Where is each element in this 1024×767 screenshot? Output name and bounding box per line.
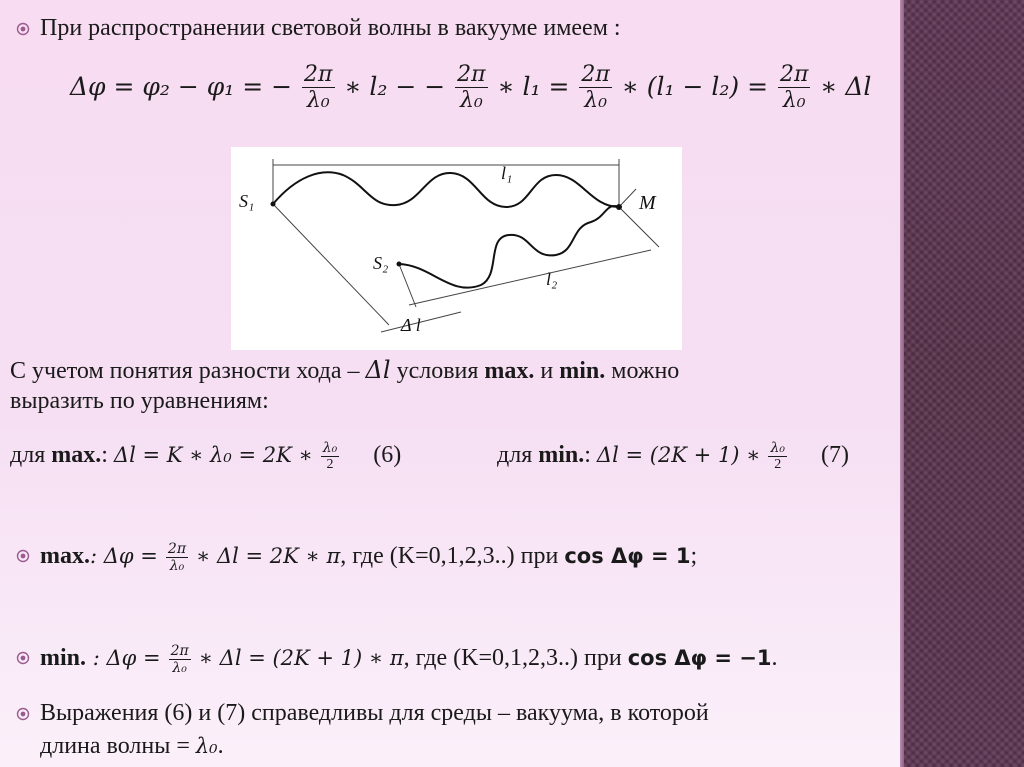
- label-m: M: [639, 192, 656, 214]
- label-l2: l₂: [546, 269, 558, 289]
- l2-left-tick: [399, 264, 416, 307]
- wave-s1-m: [273, 172, 619, 207]
- decorative-sidebar: [904, 0, 1024, 767]
- delta-l-line: [381, 312, 461, 332]
- bullet-icon: [16, 651, 30, 665]
- paragraph-line-1: С учетом понятия разности хода – Δl условия max. и min. можно: [10, 356, 680, 384]
- m-guide-line-2: [619, 189, 636, 207]
- max-condition: для max.: Δl = K ∗ λ₀ = 2K ∗ $\frac{\text{λ₀}}{2}$ (6): [10, 439, 402, 472]
- intro-text: При распространении световой волны в вакууме имеем :: [40, 15, 621, 41]
- s2-point: [397, 262, 402, 267]
- s1-point: [271, 202, 276, 207]
- label-s1: S₁: [239, 191, 255, 211]
- phase-difference-formula: Δφ = φ₂ − φ₁ = − $\frac{2\pi}{\text{λ₀}}$ ∗ l₂ − − $\frac{2\pi}{\text{λ₀}}$ ∗ l₁ = $\frac{2\pi}{\text{λ₀}}$ ∗ (l₁ − l₂) = $\frac{2\pi}{\text{λ₀}}$ ∗ Δl: [70, 62, 872, 114]
- label-delta-l: Δ l: [401, 315, 421, 335]
- wave-path-diagram: [231, 147, 682, 350]
- bullet-icon: [16, 22, 30, 36]
- paragraph-line-2: выразить по уравнениям:: [10, 388, 269, 414]
- label-l1: l₁: [501, 163, 513, 183]
- s1-guide-line: [273, 204, 389, 325]
- min-condition: для min.: Δl = (2K + 1) ∗ $\frac{\text{λ₀}}{2}$ (7): [497, 439, 849, 472]
- wave-s2-m: [399, 206, 619, 288]
- bullet-last-line-1: Выражения (6) и (7) справедливы для среды – вакуума, в которой: [40, 700, 709, 726]
- bullet-icon: [16, 549, 30, 563]
- bullet-last-line-2: длина волны = λ₀.: [40, 733, 224, 759]
- bullet-max: max.: Δφ = $\frac{2\pi}{\text{λ₀}}$ ∗ Δl = 2K ∗ π, где (K=0,1,2,3..) при cos Δφ = 1;: [40, 540, 698, 574]
- label-s2: S₂: [373, 253, 389, 273]
- bullet-min: min. : Δφ = $\frac{2\pi}{\text{λ₀}}$ ∗ Δl = (2K + 1) ∗ π, где (K=0,1,2,3..) при cos Δφ = −1.: [40, 642, 778, 676]
- m-point: [616, 204, 622, 210]
- bullet-icon: [16, 707, 30, 721]
- l2-dimension-line: [409, 250, 651, 305]
